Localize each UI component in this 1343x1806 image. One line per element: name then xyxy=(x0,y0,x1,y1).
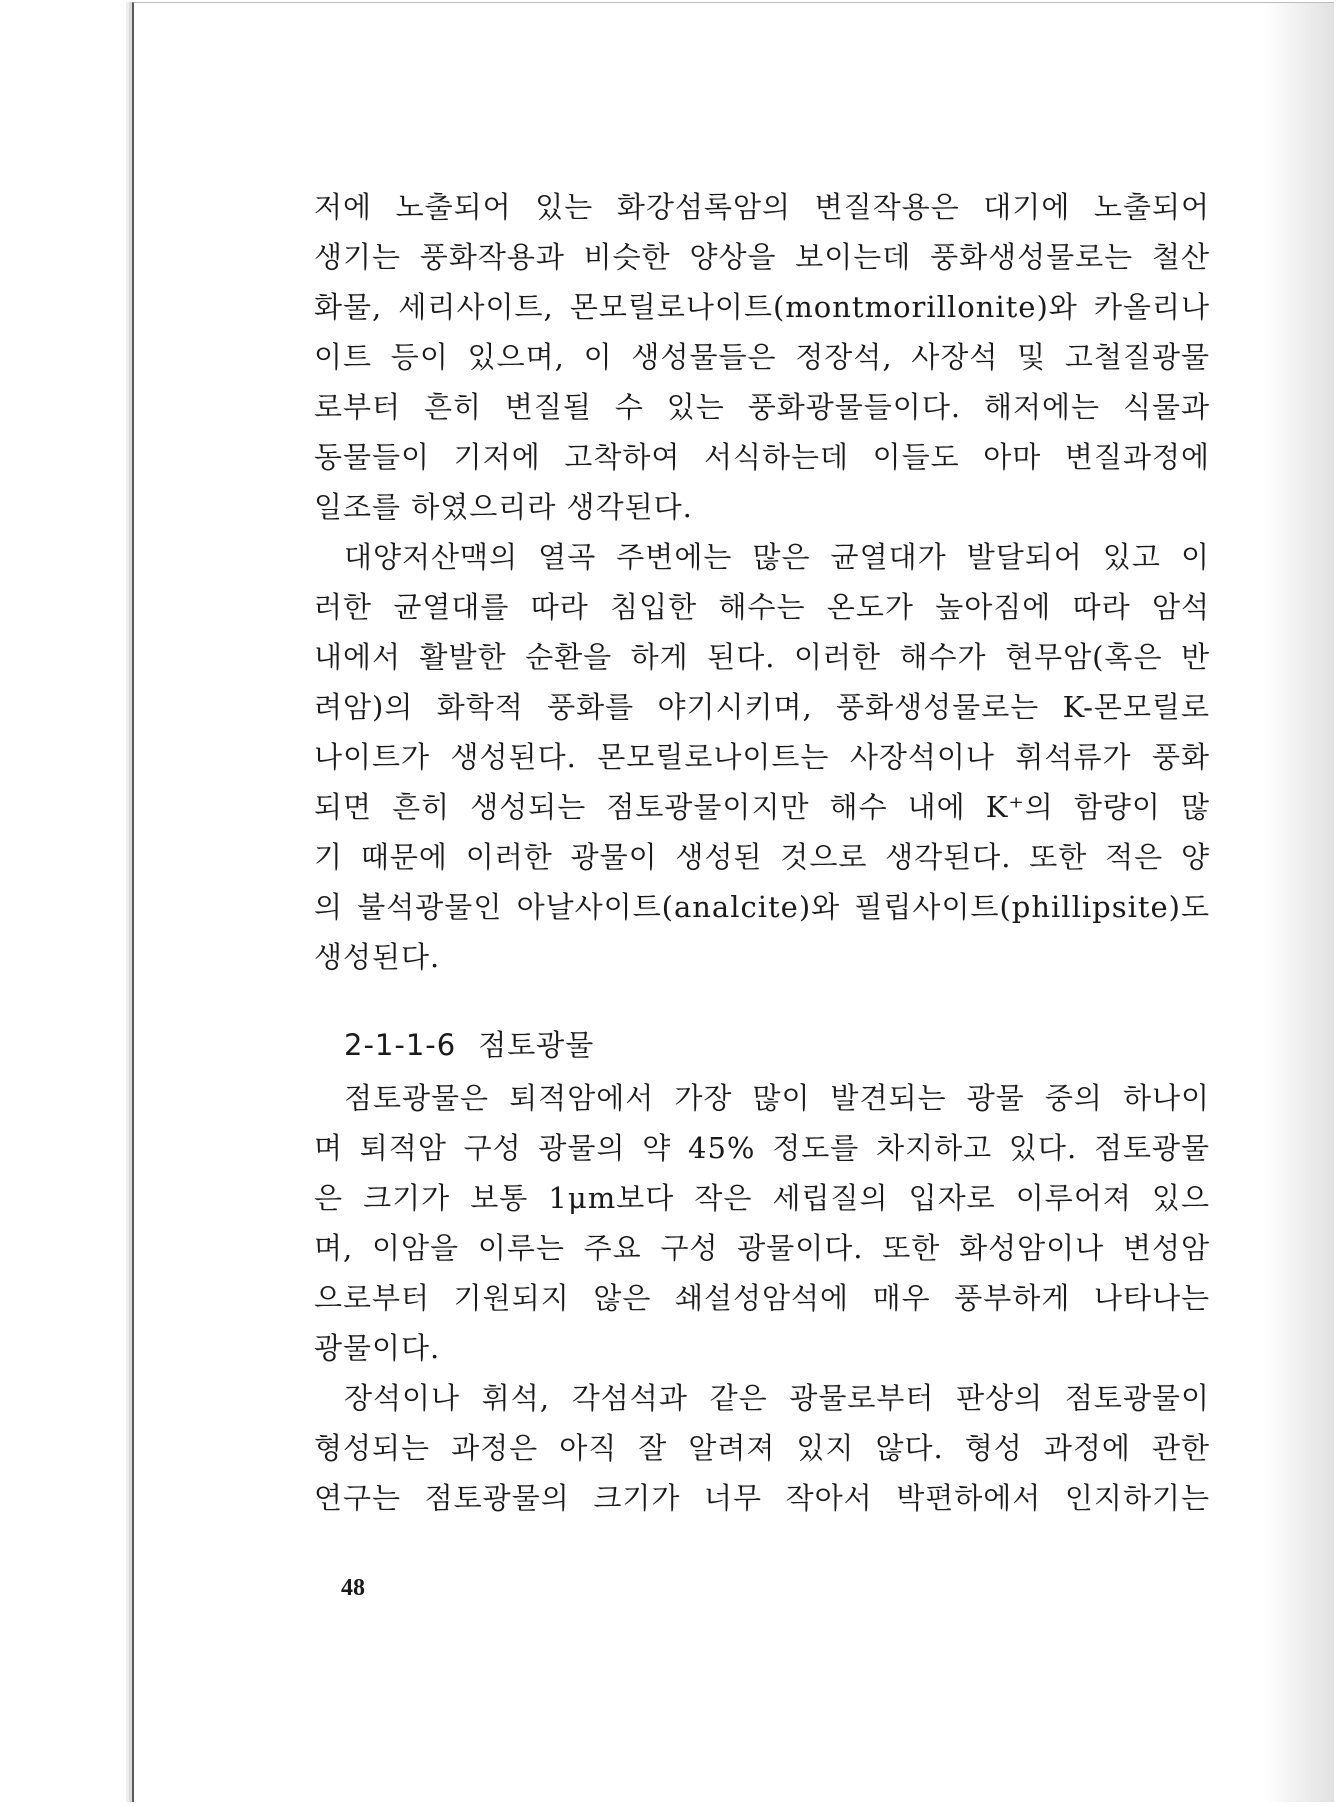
paragraph-line: 생기는 풍화작용과 비슷한 양상을 보이는데 풍화생성물로는 철산 xyxy=(314,240,1210,274)
paragraph-line: 으로부터 기원되지 않은 쇄설성암석에 매우 풍부하게 나타나는 xyxy=(314,1281,1210,1315)
paragraph-line: 러한 균열대를 따라 침입한 해수는 온도가 높아짐에 따라 암석 xyxy=(314,590,1210,624)
paragraph-line: 로부터 흔히 변질될 수 있는 풍화광물들이다. 해저에는 식물과 xyxy=(314,390,1210,424)
paragraph-line: 점토광물은 퇴적암에서 가장 많이 발견되는 광물 중의 하나이 xyxy=(344,1081,1210,1115)
page-number: 48 xyxy=(341,1575,365,1601)
paragraph-line: 기 때문에 이러한 광물이 생성된 것으로 생각된다. 또한 적은 양 xyxy=(314,840,1210,874)
paragraph-line: 대양저산맥의 열곡 주변에는 많은 균열대가 발달되어 있고 이 xyxy=(344,540,1210,574)
paragraph-line: 의 불석광물인 아날사이트(analcite)와 필립사이트(phillipsite)도 xyxy=(314,890,1210,924)
paragraph-line: 려암)의 화학적 풍화를 야기시키며, 풍화생성물로는 K-몬모릴로 xyxy=(314,690,1210,724)
paragraph-1 xyxy=(314,182,1210,532)
paragraph-line: 나이트가 생성된다. 몬모릴로나이트는 사장석이나 휘석류가 풍화 xyxy=(314,740,1210,774)
section-title: 점토광물 xyxy=(478,1028,595,1062)
paragraph-line: 광물이다. xyxy=(314,1331,441,1365)
page-edge-shadow xyxy=(1264,3,1334,1802)
paragraph-line: 되면 흔히 생성되는 점토광물이지만 해수 내에 K⁺의 함량이 많 xyxy=(314,790,1210,824)
paragraph-line: 내에서 활발한 순환을 하게 된다. 이러한 해수가 현무암(혹은 반 xyxy=(314,640,1210,674)
paragraph-line: 며 퇴적암 구성 광물의 약 45% 정도를 차지하고 있다. 점토광물 xyxy=(314,1131,1210,1165)
paragraph-line: 이트 등이 있으며, 이 생성물들은 정장석, 사장석 및 고철질광물 xyxy=(314,340,1210,374)
paragraph-line: 형성되는 과정은 아직 잘 알려져 있지 않다. 형성 과정에 관한 xyxy=(314,1431,1210,1465)
paragraph-3 xyxy=(314,1073,1210,1373)
paragraph-line: 연구는 점토광물의 크기가 너무 작아서 박편하에서 인지하기는 xyxy=(314,1481,1210,1515)
paragraph-line: 은 크기가 보통 1μm보다 작은 세립질의 입자로 이루어져 있으 xyxy=(314,1181,1210,1215)
paragraph-line: 며, 이암을 이루는 주요 구성 광물이다. 또한 화성암이나 변성암 xyxy=(314,1231,1210,1265)
paragraph-line: 장석이나 휘석, 각섬석과 같은 광물로부터 판상의 점토광물이 xyxy=(344,1381,1210,1415)
section-number: 2-1-1-6 xyxy=(344,1028,457,1062)
paragraph-line: 일조를 하였으리라 생각된다. xyxy=(314,490,693,524)
scan-margin xyxy=(0,0,132,1806)
paragraph-2 xyxy=(314,532,1210,982)
paragraph-line: 화물, 세리사이트, 몬모릴로나이트(montmorillonite)와 카올리나 xyxy=(314,290,1210,324)
paragraph-line: 저에 노출되어 있는 화강섬록암의 변질작용은 대기에 노출되어 xyxy=(314,190,1210,224)
paragraph-4 xyxy=(314,1373,1210,1523)
book-page xyxy=(132,2,1334,1802)
section-heading xyxy=(344,1020,594,1070)
paragraph-line: 동물들이 기저에 고착하여 서식하는데 이들도 아마 변질과정에 xyxy=(314,440,1210,474)
paragraph-line: 생성된다. xyxy=(314,940,441,974)
